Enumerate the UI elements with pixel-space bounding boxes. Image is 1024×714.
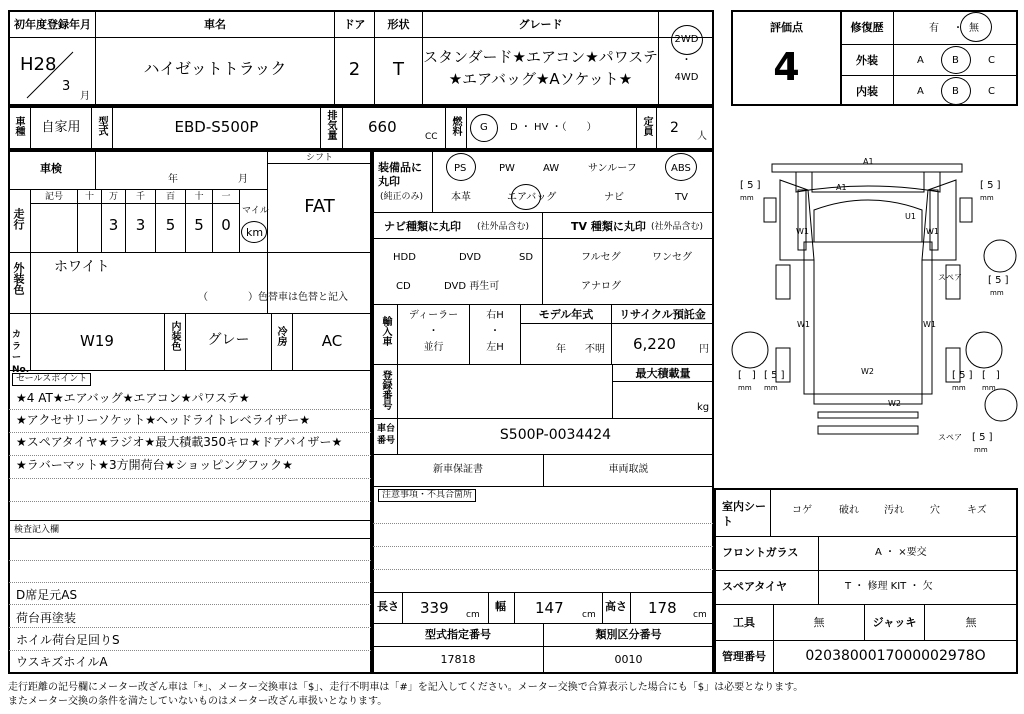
- height-value: 178: [648, 599, 677, 617]
- jack-value: 無: [965, 616, 977, 629]
- diagram-spare-top: スペア: [938, 273, 962, 282]
- repair-yes: 有: [929, 23, 939, 34]
- sales-line-2: ★アクセサリーソケット★ヘッドライトレベライザー★: [16, 413, 310, 427]
- mgmt-label: 管理番号: [722, 650, 766, 663]
- type-no-value: 17818: [440, 653, 476, 666]
- notes-label: 注意事項・不具合箇所: [378, 489, 476, 502]
- reg-era: H28: [20, 54, 57, 75]
- diagram-label-w1-left: W1: [796, 227, 809, 236]
- exterior-label: 外装: [856, 54, 878, 67]
- model-label: 型式: [96, 116, 107, 136]
- height-label: 高さ: [605, 600, 627, 613]
- seat-tear: 破れ: [839, 505, 859, 516]
- score-label: 評価点: [770, 21, 803, 34]
- grade-line-1: スタンダード★エアコン★パワステ: [423, 48, 658, 66]
- equip-sunroof: サンルーフ: [588, 163, 637, 174]
- nav-dvd-play: DVD 再生可: [444, 281, 500, 292]
- exterior-color-value: ホワイト: [54, 259, 110, 275]
- displacement-value: 660: [368, 118, 397, 136]
- import-parallel: 並行: [423, 342, 444, 353]
- svg-text:[ 5 ]: [ 5 ]: [980, 180, 1001, 191]
- tools-value: 無: [813, 616, 825, 629]
- shift-label: シフト: [305, 153, 333, 163]
- mm-2: mm: [980, 194, 994, 202]
- digit-man: 3: [108, 216, 119, 234]
- spare-options: T ・ 修理 KIT ・ 欠: [845, 581, 933, 592]
- capacity-label: 定員: [641, 116, 652, 136]
- diagram-label-u1: U1: [905, 212, 916, 221]
- import-dot-2: ・: [490, 326, 500, 337]
- drive-dot: ・: [681, 55, 692, 66]
- sales-line-3: ★スペアタイヤ★ラジオ★最大積載350キロ★ドアバイザー★: [16, 435, 343, 449]
- reg-month-unit: 月: [80, 91, 90, 102]
- interior-b: B: [952, 86, 959, 97]
- capacity-unit: 人: [697, 131, 707, 142]
- use-label: 車種: [13, 116, 24, 136]
- inspector-line-2: 荷台再塗装: [16, 611, 77, 625]
- svg-text:[ 5 ]: [ 5 ]: [764, 370, 785, 381]
- repair-label: 修復歴: [850, 21, 884, 34]
- doors-value: 2: [348, 59, 361, 80]
- model-year-unit: 年: [556, 344, 566, 355]
- length-label: 長さ: [377, 600, 399, 613]
- doors-label: ドア: [343, 18, 366, 31]
- displacement-label: 排気量: [325, 110, 336, 140]
- max-load-kg: kg: [697, 402, 710, 413]
- fuel-label: 燃料: [450, 116, 461, 136]
- inspection-month: 月: [238, 174, 248, 185]
- mileage-label: 走行: [12, 208, 25, 230]
- nav-dvd: DVD: [459, 252, 482, 263]
- max-load-label: 最大積載量: [635, 367, 691, 380]
- equip-aw: AW: [543, 163, 560, 174]
- digit-header-10man: 十: [84, 192, 94, 202]
- interior-color-value: グレー: [207, 332, 250, 348]
- seat-dirt: 汚れ: [884, 505, 904, 516]
- digit-header-ichi: 一: [221, 192, 231, 202]
- digit-header-sen: 千: [135, 192, 145, 202]
- nav-label: ナビ種類に丸印: [384, 220, 461, 233]
- digit-sen: 3: [135, 216, 146, 234]
- equip-navi: ナビ: [604, 192, 624, 203]
- import-dealer: ディーラー: [408, 310, 459, 321]
- color-code-value: W19: [80, 332, 114, 350]
- model-value: EBD-S500P: [174, 118, 259, 136]
- mm-4: mm: [764, 384, 778, 392]
- warranty-label: 新車保証書: [433, 464, 483, 475]
- equipment-sub: (純正のみ): [380, 192, 424, 202]
- glass-label: フロントガラス: [722, 546, 799, 559]
- seat-hole: 穴: [930, 505, 940, 516]
- exterior-c: C: [988, 55, 995, 66]
- model-year-unknown: 不明: [585, 344, 605, 355]
- glass-options: A ・ ×要交: [875, 547, 927, 558]
- shift-value: FAT: [304, 196, 335, 217]
- mm-1: mm: [740, 194, 754, 202]
- tv-label: TV 種類に丸印: [571, 220, 646, 233]
- shape-value: T: [393, 59, 404, 80]
- shape-label: 形状: [387, 18, 410, 31]
- diagram-label-w1-lower-left: W1: [797, 320, 810, 329]
- mile-label: マイル: [242, 206, 269, 216]
- nav-sub: (社外品含む): [477, 222, 530, 232]
- chassis-value: S500P-0034424: [499, 427, 612, 443]
- mm-3: mm: [738, 384, 752, 392]
- length-unit: cm: [466, 610, 480, 620]
- sales-point-label: セールスポイント: [12, 373, 91, 386]
- tv-fullseg: フルセグ: [581, 252, 621, 263]
- color-code-label: カラーNo.: [12, 330, 30, 376]
- digit-header-juu: 十: [194, 192, 204, 202]
- sales-line-4: ★ラバーマット★3方開荷台★ショッピングフック★: [16, 458, 293, 472]
- nav-sd: SD: [519, 252, 534, 263]
- import-left: 左H: [486, 342, 504, 353]
- drive-4wd: 4WD: [674, 72, 699, 83]
- interior-label: 内装: [856, 85, 878, 98]
- equip-abs: ABS: [671, 163, 691, 174]
- vehicle-damage-diagram: [718, 150, 1020, 484]
- import-label: 輸入車: [380, 316, 391, 346]
- exterior-a: A: [917, 55, 924, 66]
- drive-2wd: 2WD: [674, 34, 699, 45]
- class-no-value: 0010: [614, 653, 643, 666]
- inspector-line-3: ホイル荷台足回りS: [16, 633, 120, 647]
- svg-text:[ 5 ]: [ 5 ]: [740, 180, 761, 191]
- digit-header-hyaku: 百: [165, 192, 175, 202]
- width-label: 幅: [495, 600, 506, 613]
- manual-label: 車両取説: [608, 464, 649, 475]
- car-name-label: 車名: [204, 18, 226, 31]
- svg-text:[ ]: [ ]: [982, 370, 1000, 381]
- km-label: km: [246, 226, 264, 239]
- class-no-label: 類別区分番号: [595, 628, 662, 641]
- nav-hdd: HDD: [393, 252, 416, 263]
- interior-a: A: [917, 86, 924, 97]
- seat-scratch: キズ: [967, 505, 987, 516]
- registration-label: 登録番号: [380, 370, 391, 410]
- fuel-options: D ・ HV ・（ ）: [510, 122, 597, 133]
- model-year-label: モデル年式: [538, 308, 594, 321]
- digit-juu: 5: [194, 216, 204, 234]
- footer-note-2: またメーター交換の条件を満たしていないものはメーター改ざん車扱いとなります。: [8, 696, 388, 707]
- mgmt-value: 0203800017000002978O: [805, 648, 986, 664]
- sales-line-1: ★4 AT★エアバッグ★エアコン★パワステ★: [16, 391, 250, 405]
- equip-tv: TV: [675, 192, 688, 203]
- mm-6: mm: [982, 384, 996, 392]
- length-value: 339: [420, 599, 449, 617]
- digit-header-symbol: 記号: [44, 192, 63, 202]
- grade-line-2: ★エアバッグ★Aソケット★: [448, 70, 633, 88]
- recycle-label: リサイクル預託金: [619, 308, 706, 321]
- equip-leather: 本革: [451, 192, 471, 203]
- recycle-yen: 円: [699, 344, 709, 355]
- car-name: ハイゼットトラック: [143, 59, 287, 78]
- color-change-note: （ ）色替車は色替と記入: [198, 292, 348, 303]
- equipment-label: 装備品に丸印: [378, 161, 422, 189]
- repair-dot: ・: [953, 23, 963, 34]
- reg-month: 3: [62, 79, 71, 94]
- tv-sub: (社外品含む): [651, 222, 704, 232]
- inspector-label: 検査記入欄: [14, 525, 60, 535]
- import-dot-1: ・: [428, 326, 439, 337]
- ac-value: AC: [321, 332, 343, 350]
- recycle-value: 6,220: [633, 335, 676, 353]
- diagram-label-w1-lower-right: W1: [923, 320, 936, 329]
- digit-header-man: 万: [108, 192, 118, 202]
- svg-text:[ 5 ]: [ 5 ]: [988, 275, 1009, 286]
- nav-cd: CD: [396, 281, 411, 292]
- diagram-label-w2-rear: W2: [888, 399, 901, 408]
- equip-ps: PS: [454, 163, 467, 174]
- exterior-color-label: 外装色: [12, 262, 25, 295]
- mm-7: mm: [990, 289, 1004, 297]
- exterior-b: B: [952, 55, 959, 66]
- height-unit: cm: [693, 610, 707, 620]
- interior-color-label: 内装色: [169, 321, 180, 351]
- inspection-label: 車検: [40, 162, 62, 175]
- equip-airbag: エアバッグ: [507, 192, 557, 203]
- equip-pw: PW: [499, 163, 515, 174]
- seat-label: 室内シート: [722, 500, 766, 529]
- tv-analog: アナログ: [581, 281, 621, 292]
- svg-text:[ ]: [ ]: [738, 370, 756, 381]
- type-no-label: 型式指定番号: [425, 628, 491, 641]
- spare-label: スペアタイヤ: [722, 580, 788, 593]
- import-right: 右H: [486, 310, 504, 321]
- interior-c: C: [988, 86, 995, 97]
- chassis-label: 車台番号: [377, 424, 396, 446]
- footer-note-1: 走行距離の記号欄にメーター改ざん車は「*」、メーター交換車は「$」、走行不明車は「#」を記入してください。メーター交換で合算表示した場合にも「$」は必要となります。: [8, 682, 804, 693]
- tools-label: 工具: [733, 616, 755, 629]
- seat-scorch: コゲ: [792, 505, 812, 516]
- repair-no: 無: [969, 23, 979, 34]
- grade-label: グレード: [518, 18, 563, 31]
- digit-ichi: 0: [221, 216, 231, 234]
- tv-oneseg: ワンセグ: [652, 252, 692, 263]
- capacity-value: 2: [670, 120, 679, 136]
- mm-5: mm: [952, 384, 966, 392]
- svg-text:[ 5 ]: [ 5 ]: [972, 432, 993, 443]
- diagram-label-w1-right: W1: [926, 227, 939, 236]
- inspector-line-1: D席足元AS: [16, 588, 78, 602]
- diagram-label-w2-bed: W2: [861, 367, 874, 376]
- displacement-cc: CC: [425, 132, 438, 142]
- diagram-label-a1-hood: A1: [836, 183, 847, 192]
- inspector-line-4: ウスキズホイルA: [16, 655, 108, 669]
- reg-date-label: 初年度登録年月: [14, 18, 91, 31]
- width-unit: cm: [582, 610, 596, 620]
- svg-text:[ 5 ]: [ 5 ]: [952, 370, 973, 381]
- score-value: 4: [773, 45, 800, 89]
- mm-8: mm: [974, 446, 988, 454]
- width-value: 147: [535, 599, 564, 617]
- fuel-g: G: [480, 122, 488, 133]
- ac-label: 冷房: [275, 326, 286, 346]
- diagram-spare-bottom: スペア: [938, 433, 962, 442]
- digit-hyaku: 5: [165, 216, 176, 234]
- inspection-year: 年: [168, 174, 178, 185]
- use-value: 自家用: [41, 120, 81, 135]
- jack-label: ジャッキ: [872, 616, 917, 629]
- diagram-label-a1-top: A1: [863, 157, 874, 166]
